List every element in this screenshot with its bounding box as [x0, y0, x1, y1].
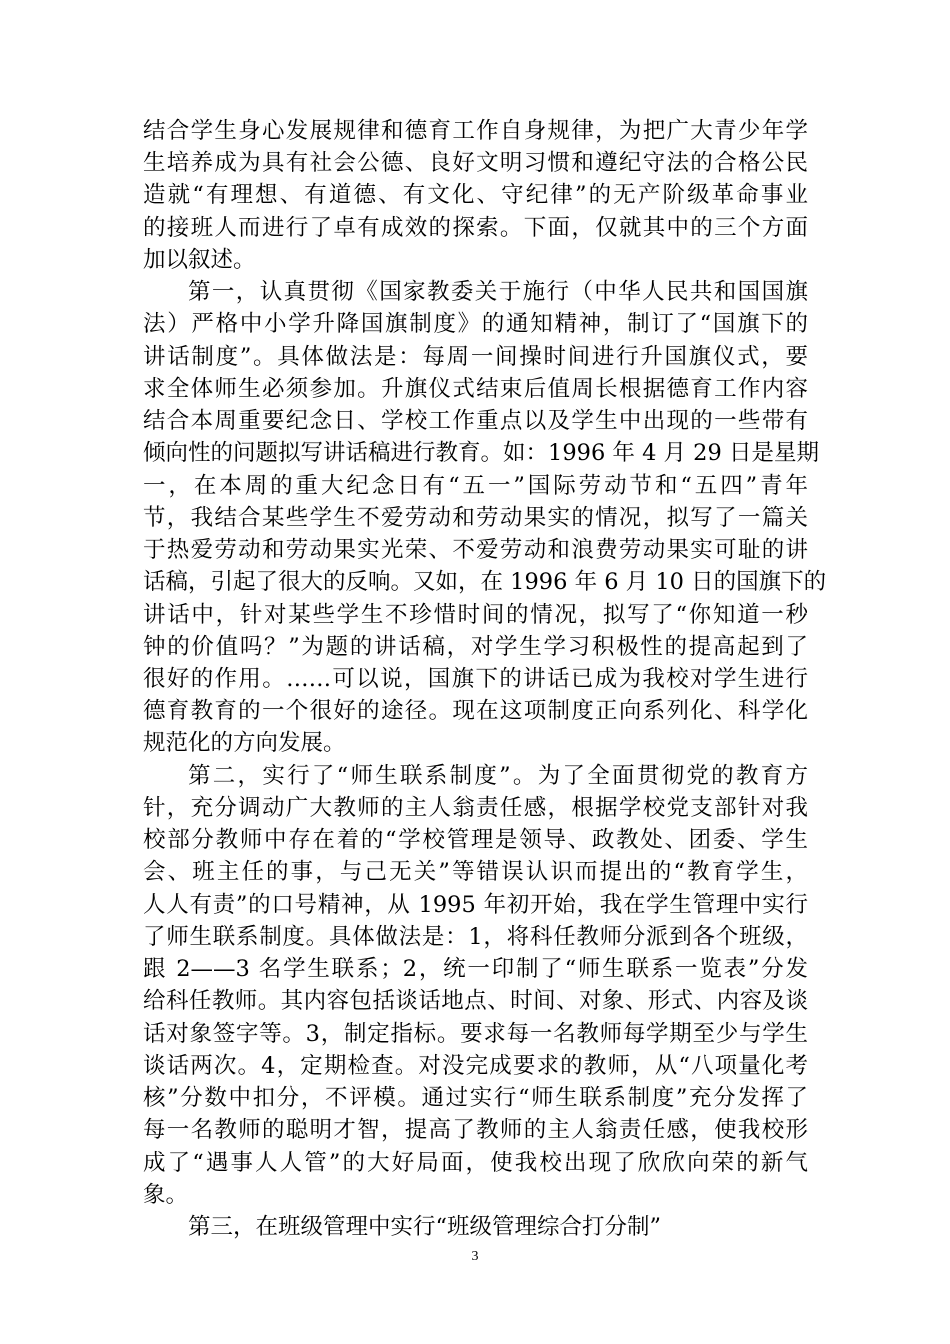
- text-line: 加以叙述。: [143, 247, 256, 273]
- page-number: 3: [471, 1249, 479, 1264]
- text-line: 造就“有理想、有道德、有文化、守纪律”的无产阶级革命事业: [143, 182, 808, 208]
- text-line: 生培养成为具有社会公德、良好文明习惯和遵纪守法的合格公民: [143, 150, 808, 176]
- text-line: 结合本周重要纪念日、学校工作重点以及学生中出现的一些带有: [143, 408, 808, 434]
- paragraph-start-line: 第二，实行了“师生联系制度”。为了全面贯彻党的教育方: [188, 763, 808, 789]
- text-line: 节，我结合某些学生不爱劳动和劳动果实的情况，拟写了一篇关: [143, 505, 808, 531]
- paragraph-start-line: 第一，认真贯彻《国家教委关于施行（中华人民共和国国旗: [188, 279, 808, 305]
- text-line: 每一名教师的聪明才智，提高了教师的主人翁责任感，使我校形: [143, 1117, 808, 1143]
- text-line: 德育教育的一个很好的途径。现在这项制度正向系列化、科学化: [143, 698, 808, 724]
- paragraph-start-line: 第三，在班级管理中实行“班级管理综合打分制”: [188, 1214, 662, 1240]
- text-line: 谈话两次。4，定期检查。对没完成要求的教师，从“八项量化考: [143, 1053, 808, 1079]
- text-line: 针，充分调动广大教师的主人翁责任感，根据学校党支部针对我: [143, 795, 808, 821]
- text-line: 话对象签字等。3，制定指标。要求每一名教师每学期至少与学生: [143, 1021, 808, 1047]
- text-line: 很好的作用。……可以说，国旗下的讲话已成为我校对学生进行: [143, 666, 808, 692]
- text-line: 校部分教师中存在着的“学校管理是领导、政教处、团委、学生: [143, 827, 808, 853]
- text-line: 核”分数中扣分，不评模。通过实行“师生联系制度”充分发挥了: [143, 1085, 808, 1111]
- text-line: 讲话中，针对某些学生不珍惜时间的情况，拟写了“你知道一秒: [143, 602, 808, 628]
- text-line: 人人有责”的口号精神，从 1995 年初开始，我在学生管理中实行: [143, 892, 808, 918]
- text-line: 倾向性的问题拟写讲话稿进行教育。如：1996 年 4 月 29 日是星期: [143, 440, 819, 466]
- text-line: 钟的价值吗？”为题的讲话稿，对学生学习积极性的提高起到了: [143, 634, 808, 660]
- text-line: 话稿，引起了很大的反响。又如，在 1996 年 6 月 10 日的国旗下的: [143, 569, 827, 595]
- text-line: 象。: [143, 1182, 189, 1208]
- text-line: 求全体师生必须参加。升旗仪式结束后值周长根据德育工作内容: [143, 376, 808, 402]
- text-line: 了师生联系制度。具体做法是：1，将科任教师分派到各个班级，: [143, 924, 808, 950]
- text-line: 跟 2——3 名学生联系；2，统一印制了“师生联系一览表”分发: [143, 956, 808, 982]
- text-line: 一，在本周的重大纪念日有“五一”国际劳动节和“五四”青年: [143, 473, 808, 499]
- text-line: 成了“遇事人人管”的大好局面，使我校出现了欣欣向荣的新气: [143, 1150, 808, 1176]
- text-line: 讲话制度”。具体做法是：每周一间操时间进行升国旗仪式，要: [143, 344, 808, 370]
- text-line: 规范化的方向发展。: [143, 730, 346, 756]
- text-line: 于热爱劳动和劳动果实光荣、不爱劳动和浪费劳动果实可耻的讲: [143, 537, 808, 563]
- text-line: 的接班人而进行了卓有成效的探索。下面，仅就其中的三个方面: [143, 215, 808, 241]
- text-line: 法）严格中小学升降国旗制度》的通知精神，制订了“国旗下的: [143, 311, 808, 337]
- text-line: 会、班主任的事，与己无关”等错误认识而提出的“教育学生，: [143, 859, 808, 885]
- text-line: 给科任教师。其内容包括谈话地点、时间、对象、形式、内容及谈: [143, 988, 808, 1014]
- text-line: 结合学生身心发展规律和德育工作自身规律，为把广大青少年学: [143, 118, 808, 144]
